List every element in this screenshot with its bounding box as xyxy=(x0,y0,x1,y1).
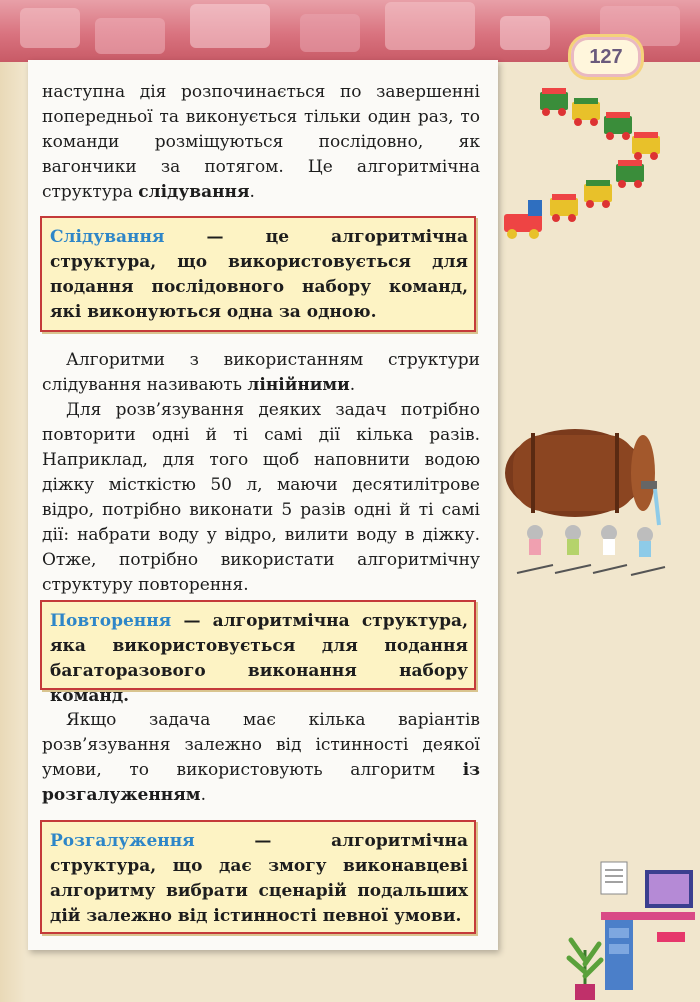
definition-text: — це алгоритмічна структура, що використовується для подання послідовного набору команд, які виконуються одна за одною. xyxy=(50,227,468,322)
definition-term: Слідування xyxy=(50,227,165,247)
definition-text: — алгоритмічна структура, що дає змогу виконавцеві алгоритму вибрати сценарій подальших дій залежно від істинності певної умови. xyxy=(50,831,468,926)
train-wagon-1 xyxy=(540,88,568,116)
notice-paper xyxy=(601,862,627,894)
paragraph-end: . xyxy=(200,785,206,805)
plant xyxy=(569,940,601,1000)
definition-term: Повторення xyxy=(50,611,172,631)
paragraph-repetition-example: Для розв’язування деяких задач потрібно повторити одні й ті самі дії кілька разів. Наприклад, для того щоб наповнити водою діжку місткістю 50 л, маючи десятилітрове відро, потрібно виконати 5 разів одні й ті самі дії: набрати воду у відро, вилити воду в діжку. Отже, потрібно використати алгоритмічну структуру повторення. xyxy=(42,400,480,595)
train-wagon-4 xyxy=(632,132,660,160)
definition-text: — алгоритмічна структура, яка використовується для подання багаторазового виконання набору команд. xyxy=(50,611,468,706)
train-wagon-5 xyxy=(616,160,644,188)
paragraph-text: Алгоритми з використанням структури слідування називають xyxy=(42,350,480,395)
barrel-mice-illustration xyxy=(505,425,685,580)
definition-box-repetition xyxy=(40,600,476,706)
paragraph-text: наступна дія розпочинається по завершенні попередньої та виконується тільки один раз, то команди розміщуються послідовно, як вагончики за потягом. Це алгоритмічна структура xyxy=(42,82,480,202)
definition-box-branching xyxy=(40,820,476,934)
bold-term: слідування xyxy=(138,182,250,202)
barrel xyxy=(505,429,659,525)
bold-term: лінійними xyxy=(247,375,350,395)
paragraph-linear xyxy=(42,348,480,398)
paragraph-end: . xyxy=(349,375,356,395)
mice-group xyxy=(517,525,665,575)
train-wagon-3 xyxy=(604,112,632,140)
monitor xyxy=(645,870,693,908)
paragraph-branching xyxy=(42,708,480,808)
desk-computer-illustration xyxy=(565,860,695,1000)
paragraph-end: . xyxy=(249,182,255,202)
desk xyxy=(601,912,695,990)
train-wagon-6 xyxy=(584,180,612,208)
definition-term: Розгалуження xyxy=(50,831,195,851)
train-locomotive xyxy=(504,200,542,239)
bold-term: із розгалуженням xyxy=(42,760,480,805)
page-number: 127 xyxy=(568,34,644,80)
train-wagon-2 xyxy=(572,98,600,126)
paragraph-sequence-intro xyxy=(42,80,480,205)
paragraph-text: Якщо задача має кілька варіантів розв’язування залежно від істинності деякої умови, то використовують алгоритм xyxy=(42,710,480,780)
train-wagon-7 xyxy=(550,194,578,222)
page-binding-strip xyxy=(0,62,26,1002)
toy-train-illustration xyxy=(500,80,690,250)
definition-box-sequence xyxy=(40,216,476,332)
